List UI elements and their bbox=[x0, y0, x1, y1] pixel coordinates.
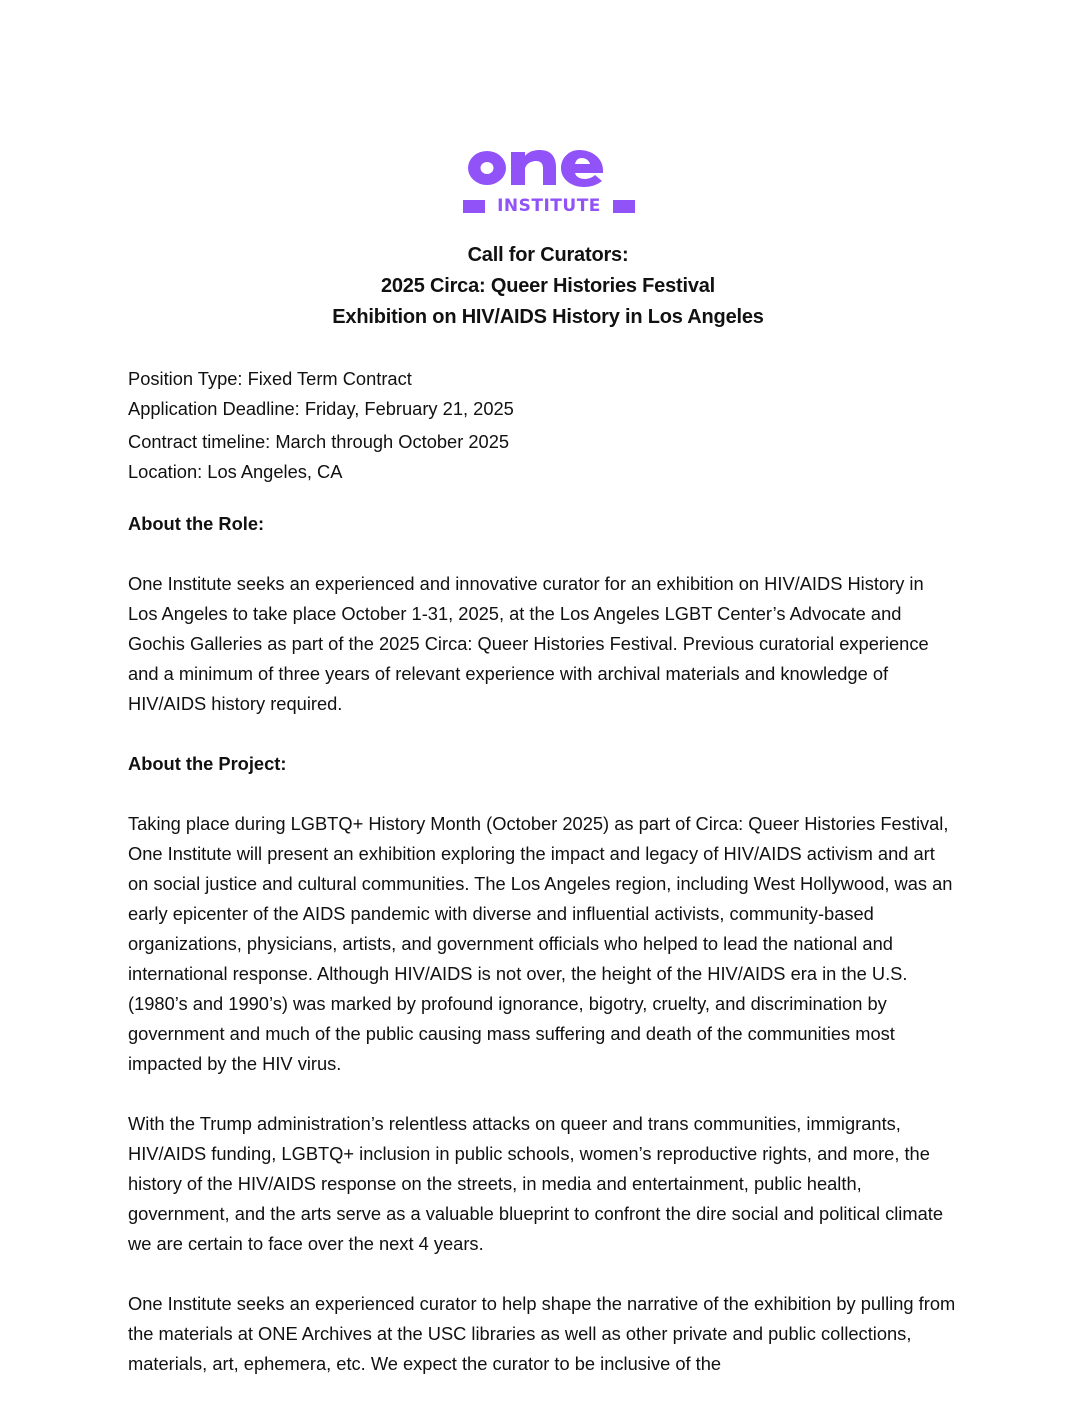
about-role-paragraph: One Institute seeks an experienced and innovative curator for an exhibition on HIV/AIDS History in Los Angeles to take place October 1-31, 2025, at the Los Angeles LGBT Center’s Advocate and Gochis Galleries as part of the 2025 Circa: Queer Histories Festival. Previous curatorial experience and a minimum of three years of relevant experience with archival materials and knowledge of HIV/AIDS history required. bbox=[128, 573, 929, 714]
position-type: Position Type: Fixed Term Contract bbox=[128, 368, 412, 389]
location: Location: Los Angeles, CA bbox=[128, 461, 343, 482]
title-line-3: Exhibition on HIV/AIDS History in Los Angeles bbox=[332, 306, 764, 328]
project-paragraph-2: With the Trump administration’s relentless attacks on queer and trans communities, immigrants, HIV/AIDS funding, LGBTQ+ inclusion in public schools, women’s reproductive rights, and more, the history of the HIV/AIDS response on the streets, in media and entertainment, public health, government, and the arts serve as a valuable blueprint to confront the dire social and political climate we are certain to face over the next 4 years. bbox=[128, 1113, 943, 1254]
institute-banner bbox=[463, 198, 635, 215]
institute-label: INSTITUTE bbox=[497, 196, 601, 216]
project-paragraph-1: Taking place during LGBTQ+ History Month (October 2025) as part of Circa: Queer Histories Festival, One Institute will present an exhibition exploring the impact and legacy of HIV/AIDS activism and art on social justice and cultural communities. The Los Angeles region, including West Hollywood, was an early epicenter of the AIDS pandemic with diverse and influential activists, community-based organizations, physicians, artists, and government officials who helped to lead the national and international response. Although HIV/AIDS is not over, the height of the HIV/AIDS era in the U.S. (1980’s and 1990’s) was marked by profound ignorance, bigotry, cruelty, and discrimination by government and much of the public causing mass suffering and death of the communities most impacted by the HIV virus. bbox=[128, 813, 953, 1074]
one-institute-logo bbox=[463, 140, 635, 220]
contract-timeline: Contract timeline: March through October 2025 bbox=[128, 431, 510, 452]
application-deadline: Application Deadline: Friday, February 21, 2025 bbox=[128, 398, 514, 419]
title-line-1: Call for Curators: bbox=[467, 244, 629, 266]
title-line-2: 2025 Circa: Queer Histories Festival bbox=[380, 275, 716, 297]
about-project-heading: About the Project: bbox=[128, 753, 287, 774]
right-banner-bar bbox=[613, 200, 635, 213]
one-wordmark-logo bbox=[463, 140, 635, 190]
about-role-heading: About the Role: bbox=[128, 513, 265, 534]
project-paragraph-3: One Institute seeks an experienced curator to help shape the narrative of the exhibition by pulling from the materials at ONE Archives at the USC libraries as well as other private and public collections, materials, art, ephemera, etc. We expect the curator to be inclusive of the bbox=[128, 1293, 956, 1374]
document-title bbox=[0, 240, 1088, 333]
document-body bbox=[128, 364, 958, 1379]
left-banner-bar bbox=[463, 200, 485, 213]
position-details bbox=[128, 364, 958, 487]
